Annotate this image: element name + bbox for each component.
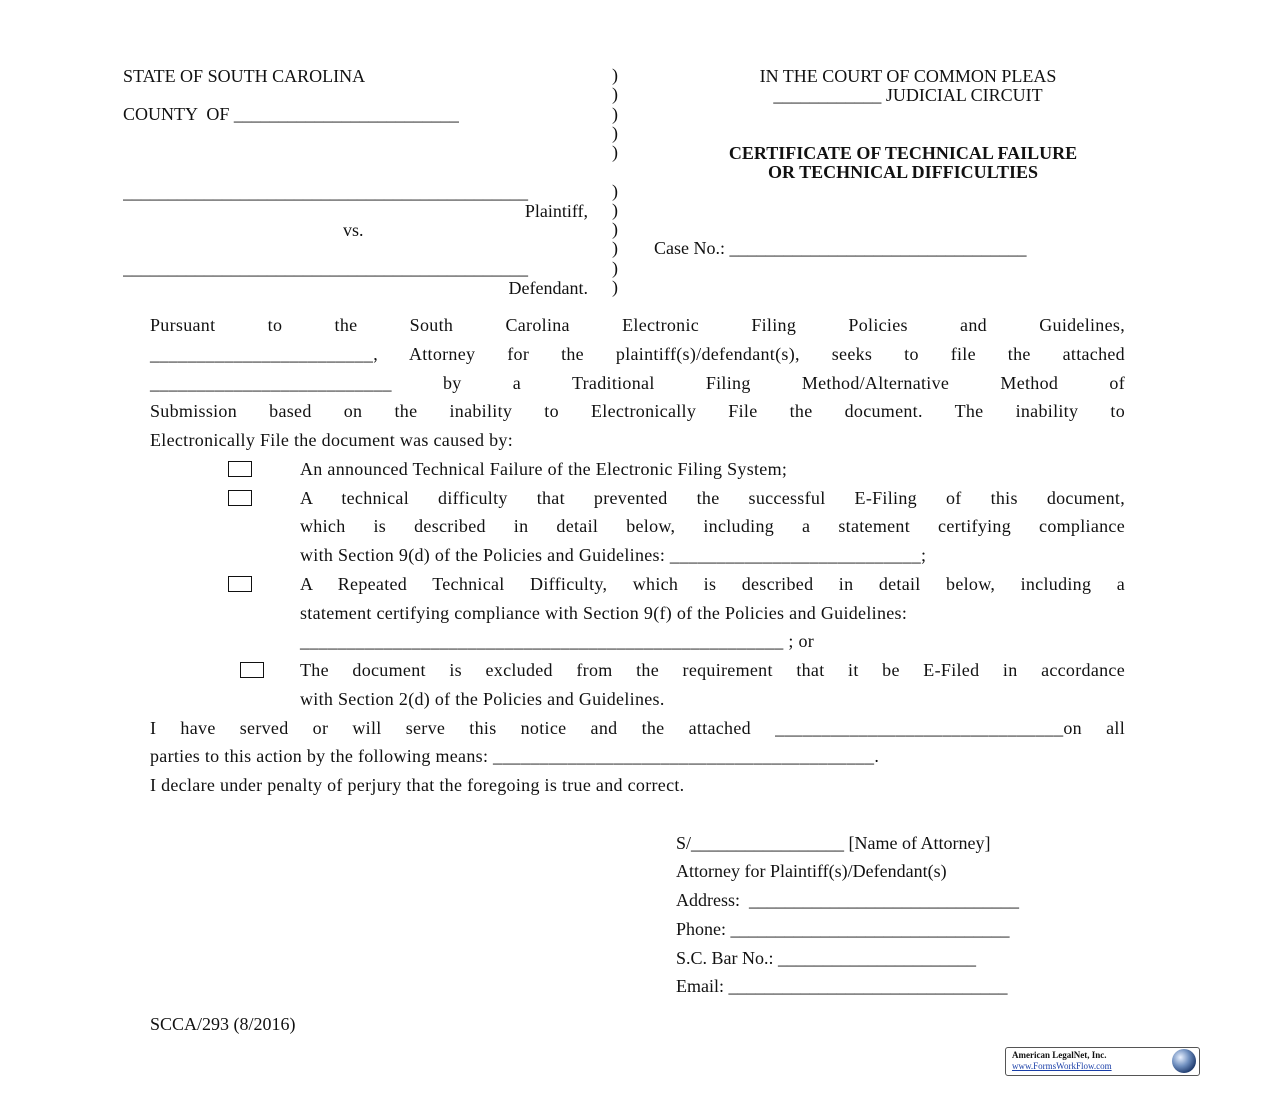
body-line: Submission based on the inability to Electronically File the document. The inability to bbox=[150, 401, 1125, 421]
option-technical-difficulty: A technical difficulty that prevented the successful E-Filing of this document, bbox=[300, 488, 1125, 508]
defendant-name-line: _____________________________________________ bbox=[123, 258, 528, 278]
excluded-document-checkbox[interactable] bbox=[240, 662, 264, 678]
globe-icon bbox=[1172, 1049, 1196, 1073]
paren: ) bbox=[612, 277, 618, 297]
form-subtitle: OR TECHNICAL DIFFICULTIES bbox=[767, 162, 1039, 182]
option-repeated-difficulty: A Repeated Technical Difficulty, which is described in detail below, including a bbox=[300, 574, 1125, 594]
defendant-label: Defendant. bbox=[508, 278, 588, 298]
plaintiff-name-line: _____________________________________________ bbox=[123, 182, 528, 202]
paren: ) bbox=[612, 65, 618, 85]
service-means: parties to this action by the following means: _________________________________________. bbox=[150, 746, 880, 766]
technical-failure-checkbox[interactable] bbox=[228, 461, 252, 477]
court-name: IN THE COURT OF COMMON PLEAS bbox=[759, 66, 1057, 86]
paren: ) bbox=[612, 142, 618, 162]
option-technical-difficulty: with Section 9(d) of the Policies and Guidelines: ___________________________; bbox=[300, 545, 927, 565]
service-statement: I have served or will serve this notice and the attached _______________________________on all bbox=[150, 718, 1125, 738]
paren: ) bbox=[612, 181, 618, 201]
body-line: ________________________, Attorney for the plaintiff(s)/defendant(s), seeks to file the attached bbox=[150, 344, 1125, 364]
paren: ) bbox=[612, 104, 618, 124]
address-field: Address: ______________________________ bbox=[676, 890, 1019, 910]
body-line: __________________________ by a Traditional Filing Method/Alternative Method of bbox=[150, 373, 1125, 393]
body-line: Electronically File the document was caused by: bbox=[150, 430, 513, 450]
attorney-role: Attorney for Plaintiff(s)/Defendant(s) bbox=[676, 861, 947, 881]
form-title: CERTIFICATE OF TECHNICAL FAILURE bbox=[728, 143, 1078, 163]
perjury-declaration: I declare under penalty of perjury that the foregoing is true and correct. bbox=[150, 775, 685, 795]
phone-field: Phone: _______________________________ bbox=[676, 919, 1010, 939]
signature-line: S/_________________ [Name of Attorney] bbox=[676, 833, 991, 853]
option-repeated-difficulty: ____________________________________________________ ; or bbox=[300, 631, 815, 651]
county-field: COUNTY OF _________________________ bbox=[123, 104, 459, 124]
logo-url-link[interactable]: www.FormsWorkFlow.com bbox=[1012, 1061, 1112, 1071]
option-technical-difficulty: which is described in detail below, including a statement certifying compliance bbox=[300, 516, 1125, 536]
paren: ) bbox=[612, 200, 618, 220]
american-legalnet-logo[interactable] bbox=[1005, 1047, 1200, 1076]
body-line: Pursuant to the South Carolina Electronic Filing Policies and Guidelines, bbox=[150, 315, 1125, 335]
option-excluded-document: The document is excluded from the requirement that it be E-Filed in accordance bbox=[300, 660, 1125, 680]
technical-difficulty-checkbox[interactable] bbox=[228, 490, 252, 506]
case-number-field: Case No.: _________________________________ bbox=[654, 238, 1027, 258]
repeated-difficulty-checkbox[interactable] bbox=[228, 576, 252, 592]
plaintiff-label: Plaintiff, bbox=[524, 201, 588, 221]
option-excluded-document: with Section 2(d) of the Policies and Guidelines. bbox=[300, 689, 665, 709]
paren: ) bbox=[612, 219, 618, 239]
judicial-circuit: ____________ JUDICIAL CIRCUIT bbox=[773, 85, 1043, 105]
paren: ) bbox=[612, 238, 618, 258]
logo-company-name: American LegalNet, Inc. bbox=[1012, 1050, 1107, 1060]
versus-label: vs. bbox=[343, 220, 364, 240]
state-label: STATE OF SOUTH CAROLINA bbox=[123, 66, 366, 86]
paren: ) bbox=[612, 258, 618, 278]
form-identifier: SCCA/293 (8/2016) bbox=[150, 1014, 296, 1034]
email-field: Email: _______________________________ bbox=[676, 976, 1008, 996]
paren: ) bbox=[612, 84, 618, 104]
bar-number-field: S.C. Bar No.: ______________________ bbox=[676, 948, 977, 968]
option-repeated-difficulty: statement certifying compliance with Section 9(f) of the Policies and Guidelines: bbox=[300, 603, 908, 623]
paren: ) bbox=[612, 123, 618, 143]
option-technical-failure: An announced Technical Failure of the Electronic Filing System; bbox=[300, 459, 788, 479]
